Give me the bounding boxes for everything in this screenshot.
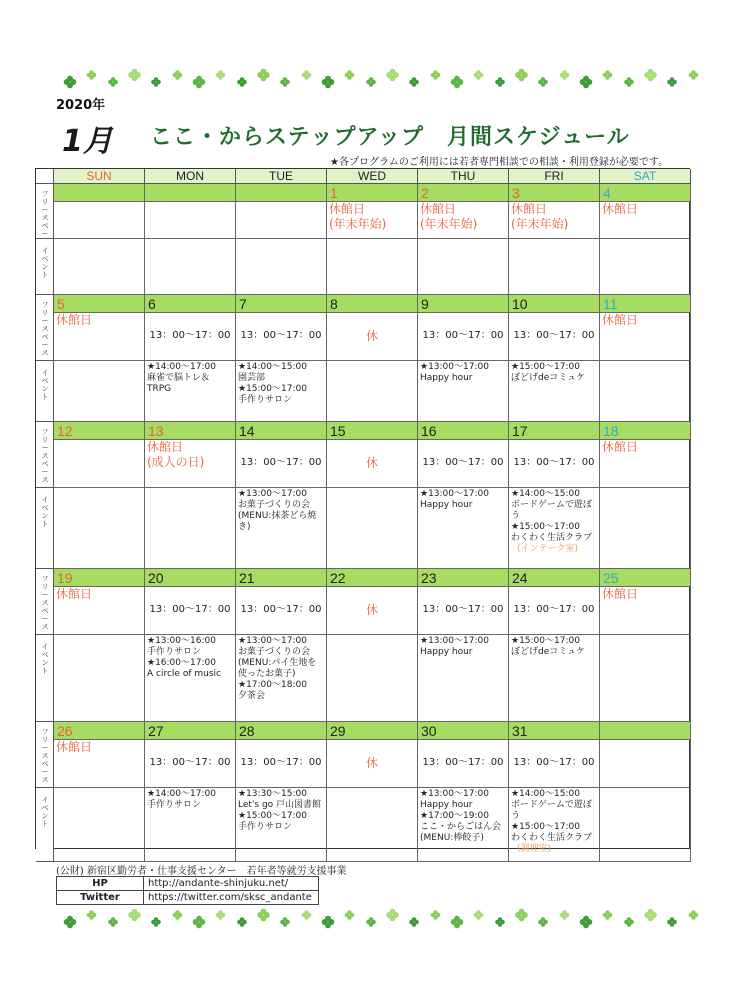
event-cell (236, 488, 327, 569)
open-hours: 13：00～17：00 (422, 757, 504, 768)
event-cell (54, 239, 145, 295)
open-hours: 13：00～17：00 (240, 330, 322, 341)
event-line: ★14:00～15:00 (238, 362, 307, 372)
event-cell (236, 361, 327, 422)
event-cell (236, 239, 327, 295)
event-cell (418, 361, 509, 422)
free-space-cell (54, 202, 145, 239)
event-cell (600, 239, 691, 295)
twitter-url[interactable]: https://twitter.com/sksc_andante (144, 891, 319, 905)
date-cell: 20 (145, 569, 236, 587)
clover-icon (366, 917, 376, 927)
date-cell: 11 (600, 295, 691, 313)
event-line: ★16:00～17:00 (147, 658, 216, 668)
date-cell: 16 (418, 422, 509, 440)
free-space-cell (145, 587, 236, 635)
event-line: ★13:00～17:00 (238, 489, 307, 499)
hp-url[interactable]: http://andante-shinjuku.net/ (144, 877, 319, 891)
clover-icon (87, 70, 97, 80)
clover-icon (128, 69, 141, 82)
event-line: 使ったお菓子) (238, 669, 296, 679)
clover-icon (216, 70, 226, 80)
clover-icon (322, 916, 335, 929)
clover-icon (667, 917, 677, 927)
free-space-cell (54, 740, 145, 788)
clover-icon (216, 910, 226, 920)
weekday-header-mon: MON (145, 169, 236, 184)
closed-label: 休館日 (56, 740, 93, 754)
clover-icon (603, 70, 613, 80)
clover-icon (345, 910, 355, 920)
row-label-event: イ ベ ン ト (36, 361, 54, 422)
free-space-cell (600, 440, 691, 488)
date-cell: 17 (509, 422, 600, 440)
event-line: 手作りサロン (147, 800, 202, 810)
event-cell (327, 361, 418, 422)
clover-icon (431, 70, 441, 80)
header-corner (36, 169, 54, 184)
row-label-event: イ ベ ン ト (36, 239, 54, 295)
weekday-header-fri: FRI (509, 169, 600, 184)
event-line: ★13:00～17:00 (420, 789, 489, 799)
clover-icon (474, 910, 484, 920)
event-line: ★14:00～17:00 (147, 362, 216, 372)
clover-icon (515, 909, 528, 922)
event-line: わくわく生活クラブ (511, 533, 593, 543)
closed-label: 休館日 (420, 202, 457, 216)
open-hours: 13：00～17：00 (513, 330, 595, 341)
event-cell (509, 488, 600, 569)
date-cell: 22 (327, 569, 418, 587)
date-cell: 31 (509, 722, 600, 740)
page-title: ここ・からステップアップ 月間スケジュール (150, 125, 630, 150)
event-cell (327, 788, 418, 862)
clover-icon (451, 916, 464, 929)
open-hours: 13：00～17：00 (240, 604, 322, 615)
clover-icon (322, 76, 335, 89)
date-cell: 8 (327, 295, 418, 313)
clover-icon (64, 916, 77, 929)
event-line: Let's go 戸山図書館 (238, 800, 322, 810)
date-cell: 21 (236, 569, 327, 587)
event-cell (418, 635, 509, 722)
clover-icon (257, 69, 270, 82)
free-space-cell (327, 740, 418, 788)
open-hours: 13：00～17：00 (240, 757, 322, 768)
calendar-grid (35, 168, 690, 854)
closed-label: 休館日 (602, 313, 639, 327)
clover-icon (386, 69, 399, 82)
date-cell (54, 184, 145, 202)
clover-icon (538, 77, 548, 87)
weekday-header-thu: THU (418, 169, 509, 184)
clover-icon (538, 917, 548, 927)
event-line: ★15:00～17:00 (511, 522, 580, 532)
event-line: き) (238, 522, 251, 532)
date-cell: 30 (418, 722, 509, 740)
free-space-cell (145, 740, 236, 788)
event-line: ★17:00～18:00 (238, 680, 307, 690)
closed-label: 休館日 (602, 202, 639, 216)
date-cell (236, 184, 327, 202)
row-label-free-space: フ リ ー ス ペ ー (36, 184, 54, 239)
clover-icon (302, 70, 312, 80)
event-line: A circle of music (147, 669, 221, 679)
event-cell (54, 788, 145, 862)
free-space-cell (509, 313, 600, 361)
date-cell: 3 (509, 184, 600, 202)
event-cell (145, 788, 236, 862)
free-space-cell (509, 202, 600, 239)
free-space-cell (600, 202, 691, 239)
event-line: ★15:00～17:00 (511, 636, 580, 646)
footer-links-table (56, 876, 319, 905)
date-cell: 13 (145, 422, 236, 440)
clover-icon (474, 70, 484, 80)
free-space-cell (236, 313, 327, 361)
date-cell: 25 (600, 569, 691, 587)
clover-icon (515, 69, 528, 82)
twitter-key: Twitter (57, 891, 144, 905)
date-cell: 10 (509, 295, 600, 313)
free-space-cell (236, 440, 327, 488)
clover-icon (108, 77, 118, 87)
closed-mark: 休 (365, 603, 378, 617)
month-label: 1月 (62, 124, 113, 159)
clover-icon (580, 76, 593, 89)
event-cell (54, 488, 145, 569)
open-hours: 13：00～17：00 (422, 604, 504, 615)
clover-icon (624, 77, 634, 87)
event-line: Happy hour (420, 373, 473, 383)
free-space-cell (600, 740, 691, 788)
event-line: Happy hour (420, 647, 473, 657)
closed-label: 休館日 (56, 587, 93, 601)
free-space-cell (418, 740, 509, 788)
registration-note: ★各プログラムのご利用には若者専門相談での相談・利用登録が必要です。 (330, 157, 669, 168)
free-space-cell (145, 440, 236, 488)
event-line: TRPG (147, 384, 172, 394)
event-location: (インテーク室) (517, 544, 579, 554)
event-cell (327, 488, 418, 569)
event-line: ★13:00～17:00 (420, 489, 489, 499)
clover-icon (644, 909, 657, 922)
date-cell: 1 (327, 184, 418, 202)
date-cell: 19 (54, 569, 145, 587)
date-cell: 28 (236, 722, 327, 740)
event-cell (418, 239, 509, 295)
weekday-header-sat: SAT (600, 169, 691, 184)
event-cell (600, 361, 691, 422)
date-cell: 18 (600, 422, 691, 440)
free-space-cell (327, 440, 418, 488)
clover-icon (603, 910, 613, 920)
free-space-cell (418, 587, 509, 635)
date-cell: 5 (54, 295, 145, 313)
row-label-free-space: フ リ ー ス ペ ー ス (36, 569, 54, 635)
closed-reason: (年末年始) (511, 217, 569, 231)
event-line: 夕茶会 (238, 691, 266, 701)
date-cell: 24 (509, 569, 600, 587)
row-label-event: イ ベ ン ト (36, 788, 54, 862)
clover-icon (108, 917, 118, 927)
event-line: 麻雀で脳トレ＆ (147, 373, 211, 383)
date-cell (145, 184, 236, 202)
event-line: Happy hour (420, 500, 473, 510)
clover-icon (237, 917, 247, 927)
event-line: ★13:00～17:00 (420, 362, 489, 372)
clover-icon (409, 917, 419, 927)
free-space-cell (418, 202, 509, 239)
clover-icon (64, 76, 77, 89)
free-space-cell (327, 202, 418, 239)
clover-icon (560, 910, 570, 920)
clover-icon (151, 917, 161, 927)
clover-icon (345, 70, 355, 80)
clover-icon (431, 910, 441, 920)
year-label: 2020年 (56, 98, 106, 113)
clover-icon (689, 70, 699, 80)
event-cell (145, 239, 236, 295)
free-space-cell (54, 313, 145, 361)
event-cell (236, 788, 327, 862)
row-label-free-space: フ リ ー ス ペ ー ス (36, 422, 54, 488)
event-line: (MENU:パイ生地を (238, 658, 317, 668)
event-cell (145, 488, 236, 569)
date-cell: 26 (54, 722, 145, 740)
event-line: ★14:00～15:00 (511, 789, 580, 799)
clover-icon (87, 910, 97, 920)
event-line: ★17:00～19:00 (420, 811, 489, 821)
date-cell: 29 (327, 722, 418, 740)
free-space-cell (145, 202, 236, 239)
closed-reason: (年末年始) (329, 217, 387, 231)
event-line: ボードゲームで遊ぼ (511, 500, 592, 510)
footer-org: (公財) 新宿区勤労者・仕事支援センター 若年者等就労支援事業 (56, 866, 347, 877)
open-hours: 13：00～17：00 (513, 757, 595, 768)
event-cell (54, 361, 145, 422)
event-line: 園芸部 (238, 373, 266, 383)
clover-icon (193, 916, 206, 929)
event-line: ★14:00～17:00 (147, 789, 216, 799)
clover-icon (495, 77, 505, 87)
free-space-cell (145, 313, 236, 361)
date-cell: 14 (236, 422, 327, 440)
open-hours: 13：00～17：00 (422, 457, 504, 468)
event-cell (509, 635, 600, 722)
clover-icon (173, 70, 183, 80)
event-cell (327, 635, 418, 722)
event-line: ★13:00～17:00 (238, 636, 307, 646)
event-line: 手作りサロン (238, 395, 293, 405)
event-line: う (511, 511, 521, 521)
clover-icon (173, 910, 183, 920)
row-label-free-space: フ リ ー ス ペ ー ス (36, 722, 54, 788)
event-cell (145, 361, 236, 422)
event-line: お菓子づくりの会 (238, 647, 311, 657)
clover-icon (257, 909, 270, 922)
event-line: ★15:00～17:00 (511, 362, 580, 372)
event-cell (509, 788, 600, 862)
clover-icon (409, 77, 419, 87)
clover-icon (667, 77, 677, 87)
row-label-event: イ ベ ン ト (36, 488, 54, 569)
clover-icon (495, 917, 505, 927)
event-cell (600, 635, 691, 722)
free-space-cell (236, 202, 327, 239)
date-cell: 4 (600, 184, 691, 202)
event-cell (600, 788, 691, 862)
event-cell (509, 239, 600, 295)
event-line: 手作りサロン (147, 647, 202, 657)
weekday-header-wed: WED (327, 169, 418, 184)
open-hours: 13：00～17：00 (149, 757, 231, 768)
closed-mark: 休 (365, 456, 378, 470)
closed-reason: (年末年始) (420, 217, 478, 231)
event-cell (54, 635, 145, 722)
footer-row-hp (57, 877, 319, 891)
clover-icon (560, 70, 570, 80)
event-line: (MENU:棒餃子) (420, 833, 484, 843)
closed-label: 休館日 (147, 440, 184, 454)
clover-icon (386, 909, 399, 922)
free-space-cell (54, 587, 145, 635)
free-space-cell (600, 313, 691, 361)
closed-mark: 休 (365, 756, 378, 770)
free-space-cell (327, 313, 418, 361)
free-space-cell (54, 440, 145, 488)
free-space-cell (418, 440, 509, 488)
event-line: ここ・からごはん会 (420, 822, 502, 832)
closed-label: 休館日 (56, 313, 93, 327)
event-line: (MENU:抹茶どら焼 (238, 511, 317, 521)
weekday-header-tue: TUE (236, 169, 327, 184)
clover-icon (151, 77, 161, 87)
event-cell (236, 635, 327, 722)
event-cell (418, 788, 509, 862)
free-space-cell (236, 587, 327, 635)
clover-icon (237, 77, 247, 87)
closed-mark: 休 (365, 329, 378, 343)
date-cell: 2 (418, 184, 509, 202)
event-line: ★13:00～17:00 (420, 636, 489, 646)
free-space-cell (509, 587, 600, 635)
event-line: わくわく生活クラブ (511, 833, 593, 843)
clover-icon (280, 917, 290, 927)
row-label-free-space: フ リ ー ス ペ ー ス (36, 295, 54, 361)
weekday-header-sun: SUN (54, 169, 145, 184)
event-line: う (511, 811, 521, 821)
clover-icon (624, 917, 634, 927)
event-line: ★15:00～17:00 (238, 811, 307, 821)
clover-icon (644, 69, 657, 82)
date-cell: 7 (236, 295, 327, 313)
open-hours: 13：00～17：00 (513, 604, 595, 615)
free-space-cell (418, 313, 509, 361)
date-cell: 27 (145, 722, 236, 740)
closed-label: 休館日 (329, 202, 366, 216)
free-space-cell (600, 587, 691, 635)
open-hours: 13：00～17：00 (513, 457, 595, 468)
clover-border-top (60, 66, 700, 92)
event-location: (調理室) (517, 844, 552, 854)
event-line: ボードゲームで遊ぼ (511, 800, 592, 810)
event-line: お菓子づくりの会 (238, 500, 311, 510)
date-cell: 15 (327, 422, 418, 440)
event-cell (327, 239, 418, 295)
event-cell (600, 488, 691, 569)
event-cell (509, 361, 600, 422)
clover-icon (302, 910, 312, 920)
closed-label: 休館日 (602, 440, 639, 454)
event-line: ★13:30～15:00 (238, 789, 307, 799)
free-space-cell (236, 740, 327, 788)
event-cell (418, 488, 509, 569)
event-line: ★15:00～17:00 (238, 384, 307, 394)
date-cell: 6 (145, 295, 236, 313)
date-cell: 23 (418, 569, 509, 587)
closed-reason: (成人の日) (147, 455, 205, 469)
event-line: ★14:00～15:00 (511, 489, 580, 499)
clover-icon (451, 76, 464, 89)
clover-border-bottom (60, 906, 700, 932)
event-cell (145, 635, 236, 722)
open-hours: 13：00～17：00 (240, 457, 322, 468)
event-line: ★15:00～17:00 (511, 822, 580, 832)
event-line: 手作りサロン (238, 822, 293, 832)
footer-row-twitter (57, 891, 319, 905)
date-cell: 9 (418, 295, 509, 313)
closed-label: 休館日 (511, 202, 548, 216)
event-line: ★13:00～16:00 (147, 636, 216, 646)
event-line: ぼどげdeコミュケ (511, 647, 586, 657)
open-hours: 13：00～17：00 (422, 330, 504, 341)
clover-icon (280, 77, 290, 87)
event-line: Happy hour (420, 800, 473, 810)
clover-icon (580, 916, 593, 929)
closed-label: 休館日 (602, 587, 639, 601)
clover-icon (366, 77, 376, 87)
clover-icon (689, 910, 699, 920)
free-space-cell (327, 587, 418, 635)
clover-icon (128, 909, 141, 922)
free-space-cell (509, 440, 600, 488)
hp-key: HP (57, 877, 144, 891)
row-label-event: イ ベ ン ト (36, 635, 54, 722)
clover-icon (193, 76, 206, 89)
open-hours: 13：00～17：00 (149, 604, 231, 615)
free-space-cell (509, 740, 600, 788)
date-cell (600, 722, 691, 740)
event-line: ぼどげdeコミュケ (511, 373, 586, 383)
date-cell: 12 (54, 422, 145, 440)
open-hours: 13：00～17：00 (149, 330, 231, 341)
